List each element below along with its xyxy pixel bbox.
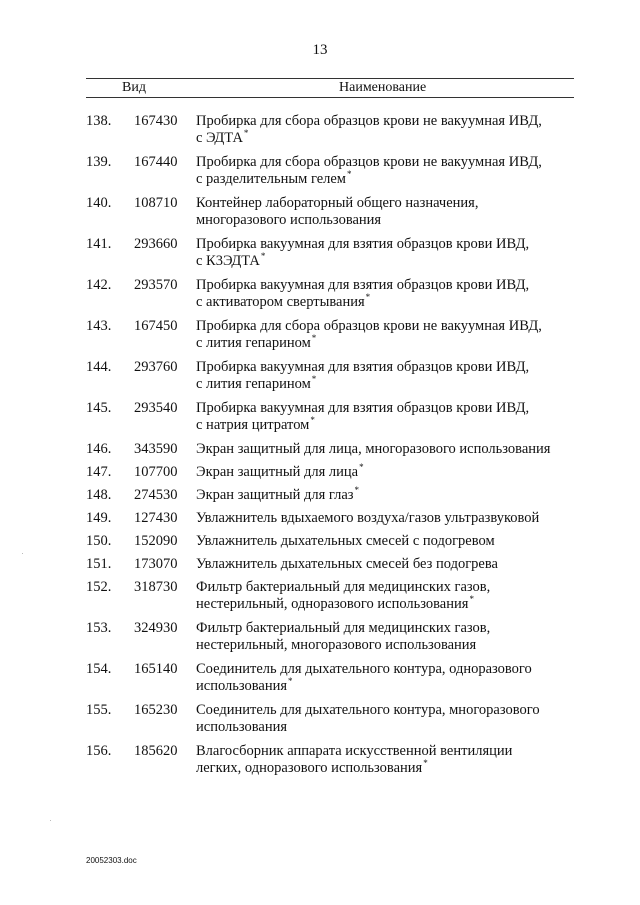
table-header: [86, 78, 574, 98]
list-item: [0, 620, 640, 661]
list-item: [0, 318, 640, 359]
list-item: [0, 579, 640, 620]
item-number: 156.: [86, 743, 112, 759]
item-code: 165230: [134, 702, 178, 718]
item-name: [196, 620, 576, 654]
item-name: [196, 113, 576, 147]
item-name-text: Пробирка вакуумная для взятия образцов крови ИВД,: [196, 236, 530, 252]
list-item: [0, 487, 640, 510]
item-name-line: [196, 130, 576, 147]
item-number: 152.: [86, 579, 112, 595]
item-name: [196, 154, 576, 188]
item-name-line: [196, 487, 576, 504]
footnote-mark: *: [311, 374, 317, 385]
item-name-line: [196, 760, 576, 777]
item-name: [196, 400, 576, 434]
item-number: 144.: [86, 359, 112, 375]
list-item: [0, 154, 640, 195]
item-number: 139.: [86, 154, 112, 170]
item-name-line: [196, 417, 576, 434]
item-name-text: легких, одноразового использования: [196, 760, 423, 776]
item-name: [196, 277, 576, 311]
item-code: 167450: [134, 318, 178, 334]
item-number: 143.: [86, 318, 112, 334]
item-code: 274530: [134, 487, 178, 503]
item-code: 293570: [134, 277, 178, 293]
item-name-text: с активатором свертывания: [196, 294, 365, 310]
item-name-text: использования: [196, 678, 288, 694]
item-name-line: [196, 400, 576, 417]
item-name-text: Экран защитный для глаз: [196, 487, 354, 503]
item-code: 152090: [134, 533, 178, 549]
item-name-line: [196, 335, 576, 352]
item-name-line: [196, 113, 576, 130]
item-name-text: с лития гепарином: [196, 376, 311, 392]
item-code: 293660: [134, 236, 178, 252]
item-number: 149.: [86, 510, 112, 526]
item-name-line: [196, 195, 576, 212]
item-name: [196, 510, 576, 527]
item-name: [196, 487, 576, 504]
item-number: 147.: [86, 464, 112, 480]
footnote-mark: *: [365, 292, 371, 303]
item-name-text: нестерильный, многоразового использования: [196, 637, 477, 653]
item-name-text: Пробирка вакуумная для взятия образцов крови ИВД,: [196, 400, 530, 416]
item-name-line: [196, 596, 576, 613]
item-name-text: с К3ЭДТА: [196, 253, 260, 269]
item-name-line: [196, 277, 576, 294]
list-item: [0, 359, 640, 400]
list-item: [0, 510, 640, 533]
item-name-line: [196, 441, 576, 458]
item-name-line: [196, 719, 576, 736]
item-name: [196, 743, 576, 777]
item-code: 107700: [134, 464, 178, 480]
item-name-line: [196, 510, 576, 527]
item-name-text: Пробирка вакуумная для взятия образцов крови ИВД,: [196, 359, 530, 375]
item-name: [196, 236, 576, 270]
footnote-mark: *: [288, 676, 293, 687]
item-name-text: с ЭДТА: [196, 130, 243, 146]
item-name: [196, 661, 576, 695]
footnote-mark: *: [311, 333, 317, 344]
document-filename: 20052303.doc: [86, 856, 137, 865]
list-item: [0, 464, 640, 487]
item-name-line: [196, 253, 576, 270]
list-item: [0, 113, 640, 154]
item-name-text: Пробирка для сбора образцов крови не вакуумная ИВД,: [196, 113, 542, 129]
item-name-text: нестерильный, одноразового использования: [196, 596, 469, 612]
item-name-text: Соединитель для дыхательного контура, одноразового: [196, 661, 532, 677]
footnote-mark: *: [310, 415, 315, 426]
item-name-line: [196, 318, 576, 335]
item-number: 142.: [86, 277, 112, 293]
item-name: [196, 464, 576, 481]
item-name-line: [196, 464, 576, 481]
item-code: 127430: [134, 510, 178, 526]
footnote-mark: *: [354, 485, 360, 496]
item-name: [196, 556, 576, 573]
device-list: [0, 113, 640, 784]
item-number: 148.: [86, 487, 112, 503]
list-item: [0, 236, 640, 277]
scan-speck: [50, 820, 51, 821]
item-name-text: Экран защитный для лица: [196, 464, 359, 480]
item-code: 293760: [134, 359, 178, 375]
list-item: [0, 702, 640, 743]
column-header-vid: Вид: [122, 80, 146, 95]
item-name-line: [196, 661, 576, 678]
item-code: 185620: [134, 743, 178, 759]
footnote-mark: *: [260, 251, 266, 262]
footnote-mark: *: [469, 594, 474, 605]
list-item: [0, 556, 640, 579]
item-name-line: [196, 294, 576, 311]
item-code: 318730: [134, 579, 178, 595]
item-number: 153.: [86, 620, 112, 636]
item-name-line: [196, 579, 576, 596]
item-name-text: с натрия цитратом: [196, 417, 310, 433]
footnote-mark: *: [359, 462, 364, 473]
scan-speck: [22, 553, 23, 554]
list-item: [0, 441, 640, 464]
item-name-line: [196, 556, 576, 573]
item-number: 138.: [86, 113, 112, 129]
list-item: [0, 277, 640, 318]
item-name-line: [196, 533, 576, 550]
item-number: 145.: [86, 400, 112, 416]
item-number: 155.: [86, 702, 112, 718]
item-code: 167430: [134, 113, 178, 129]
item-name: [196, 359, 576, 393]
item-code: 108710: [134, 195, 178, 211]
item-name-text: Пробирка для сбора образцов крови не вакуумная ИВД,: [196, 154, 542, 170]
footnote-mark: *: [423, 758, 428, 769]
item-name-text: Фильтр бактериальный для медицинских газов,: [196, 579, 491, 595]
item-number: 146.: [86, 441, 112, 457]
footnote-mark: *: [346, 169, 352, 180]
item-code: 165140: [134, 661, 178, 677]
item-number: 150.: [86, 533, 112, 549]
item-name-line: [196, 154, 576, 171]
list-item: [0, 661, 640, 702]
item-name-text: Увлажнитель дыхательных смесей без подогрева: [196, 556, 498, 572]
item-name: [196, 318, 576, 352]
item-name: [196, 441, 576, 458]
list-item: [0, 743, 640, 784]
item-name-text: Соединитель для дыхательного контура, многоразового: [196, 702, 540, 718]
item-name-text: Фильтр бактериальный для медицинских газов,: [196, 620, 491, 636]
item-name-text: с разделительным гелем: [196, 171, 346, 187]
item-name: [196, 533, 576, 550]
item-name-text: с лития гепарином: [196, 335, 311, 351]
item-name-text: Увлажнитель вдыхаемого воздуха/газов ультразвуковой: [196, 510, 540, 526]
item-code: 343590: [134, 441, 178, 457]
item-name-line: [196, 212, 576, 229]
item-name-line: [196, 678, 576, 695]
item-number: 154.: [86, 661, 112, 677]
column-header-name: Наименование: [339, 80, 427, 95]
item-name: [196, 579, 576, 613]
item-name: [196, 195, 576, 229]
item-name-text: многоразового использования: [196, 212, 382, 228]
item-code: 293540: [134, 400, 178, 416]
item-name: [196, 702, 576, 736]
item-code: 324930: [134, 620, 178, 636]
item-name-line: [196, 743, 576, 760]
item-name-line: [196, 620, 576, 637]
item-name-line: [196, 359, 576, 376]
item-name-text: Увлажнитель дыхательных смесей с подогревом: [196, 533, 495, 549]
item-name-text: Влагосборник аппарата искусственной вентиляции: [196, 743, 513, 759]
item-name-text: Пробирка вакуумная для взятия образцов крови ИВД,: [196, 277, 530, 293]
item-name-line: [196, 702, 576, 719]
item-name-text: использования: [196, 719, 288, 735]
item-code: 167440: [134, 154, 178, 170]
item-number: 140.: [86, 195, 112, 211]
item-code: 173070: [134, 556, 178, 572]
list-item: [0, 195, 640, 236]
item-name-line: [196, 236, 576, 253]
item-number: 141.: [86, 236, 112, 252]
item-name-text: Контейнер лабораторный общего назначения,: [196, 195, 479, 211]
list-item: [0, 533, 640, 556]
item-number: 151.: [86, 556, 112, 572]
item-name-text: Пробирка для сбора образцов крови не вакуумная ИВД,: [196, 318, 542, 334]
footnote-mark: *: [243, 128, 249, 139]
list-item: [0, 400, 640, 441]
item-name-text: Экран защитный для лица, многоразового использования: [196, 441, 551, 457]
item-name-line: [196, 637, 576, 654]
item-name-line: [196, 171, 576, 188]
page-number: 13: [312, 42, 328, 58]
item-name-line: [196, 376, 576, 393]
